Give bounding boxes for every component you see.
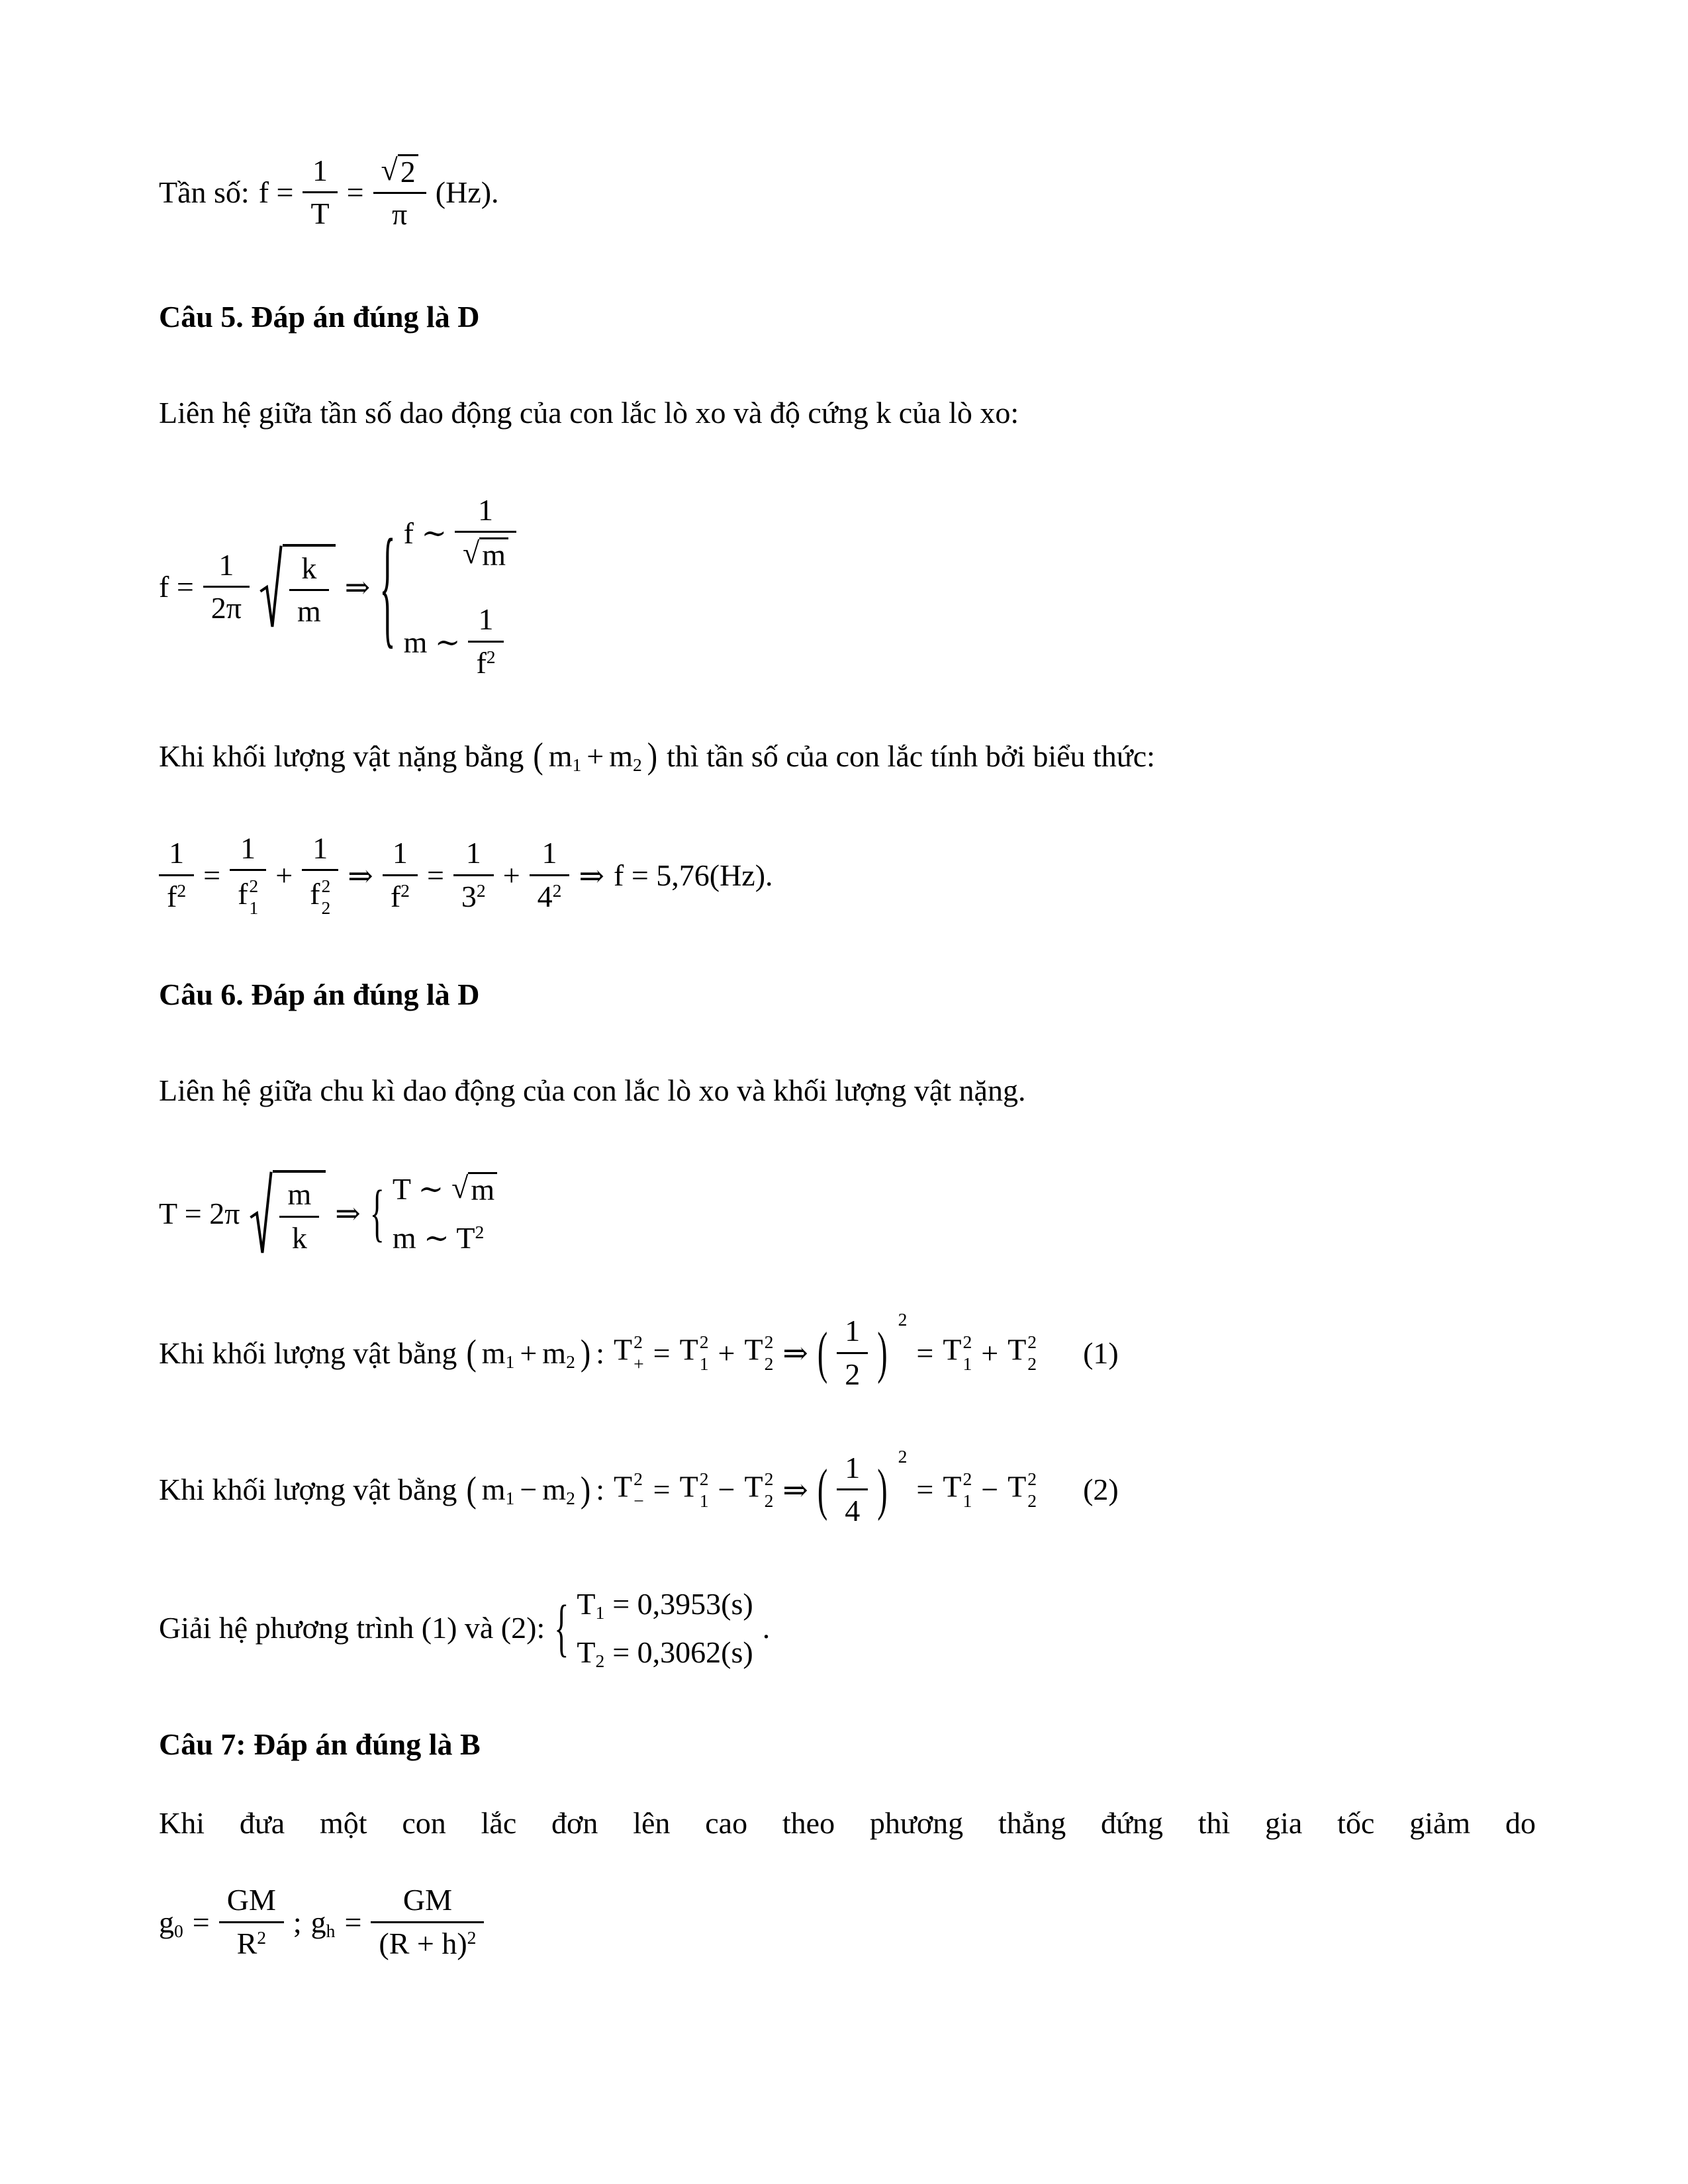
subscript: 1: [249, 897, 259, 919]
case-lhs: f ∼: [403, 516, 447, 550]
numerator: k: [289, 551, 329, 592]
case-row-1: [577, 1586, 753, 1621]
left-brace: {: [554, 1592, 569, 1663]
base: T: [943, 1333, 962, 1367]
question-6-intro: Liên hệ giữa chu kì dao động của con lắc lò xo và khối lượng vật nặng.: [159, 1073, 1026, 1108]
denominator: [229, 1923, 274, 1962]
subsup: [1027, 1331, 1037, 1375]
subsup: [633, 1468, 644, 1512]
sqrt: [249, 1170, 326, 1256]
operator: +: [520, 1336, 538, 1370]
subscript: 1: [505, 1488, 515, 1509]
base: m: [542, 1473, 567, 1507]
sqrt: [381, 154, 418, 188]
subscript: 2: [566, 1488, 575, 1509]
denominator: T: [310, 197, 330, 231]
denominator: k: [291, 1220, 307, 1255]
fraction: [302, 831, 338, 921]
numerator: [373, 152, 426, 194]
T2-squared: [744, 1468, 773, 1512]
T-plus-squared: [614, 1331, 644, 1375]
fraction: [383, 835, 418, 915]
left-paren: (: [533, 735, 543, 776]
equals-sign: =: [203, 858, 221, 893]
denominator: 2: [845, 1357, 861, 1391]
left-paren: (: [817, 1320, 828, 1385]
left-paren: (: [817, 1457, 828, 1522]
operator: −: [718, 1473, 735, 1507]
T2-squared: [1008, 1468, 1037, 1512]
left-paren: (: [466, 1469, 477, 1510]
implies-arrow: ⇒: [782, 1336, 808, 1371]
implies-arrow: ⇒: [579, 858, 604, 893]
cases-rows: [404, 492, 516, 682]
T2-squared: [744, 1331, 773, 1375]
subscript: +: [633, 1353, 644, 1375]
numerator: 1: [837, 1313, 868, 1354]
base: f: [167, 880, 177, 914]
question-5-mass-line: [159, 735, 1536, 776]
fraction: [455, 492, 516, 573]
subsup: [633, 1331, 644, 1375]
numerator: m: [279, 1177, 319, 1218]
subsup: [962, 1468, 972, 1512]
cases-system: [554, 1586, 753, 1670]
numerator: 1: [455, 492, 516, 533]
radical-sign-icon: [249, 1170, 273, 1256]
case-lhs: T ∼: [392, 1172, 444, 1206]
subscript: 1: [572, 754, 582, 775]
radicand: [273, 1170, 326, 1256]
radicand: [283, 544, 336, 630]
unit-text: (Hz).: [435, 175, 499, 210]
subscript: 1: [699, 1490, 709, 1511]
denominator: [383, 876, 418, 915]
m1-term: [482, 1336, 515, 1371]
m2-term: [542, 1336, 575, 1371]
superscript: 2: [962, 1332, 972, 1353]
case-row-2: [404, 602, 516, 681]
subsup: [700, 1331, 709, 1375]
m1-term: [482, 1472, 515, 1507]
cases-rows: [393, 1171, 497, 1255]
equation-tag: (1): [1083, 1336, 1119, 1370]
mass-sum-expression: [533, 735, 658, 776]
page-content: [159, 152, 1536, 1962]
m2-term: [609, 739, 642, 774]
denominator: [159, 876, 194, 915]
superscript: 2: [962, 1468, 972, 1489]
base: T: [613, 1469, 633, 1504]
superscript: 2: [321, 876, 331, 897]
subsup: [962, 1331, 972, 1375]
T2-value: [577, 1635, 604, 1670]
subscript: 1: [699, 1353, 709, 1375]
base: m: [609, 739, 633, 773]
radicand: m: [468, 1172, 497, 1206]
base: m ∼ T: [392, 1221, 475, 1255]
equals-sign: =: [653, 1473, 671, 1507]
base: T: [744, 1469, 763, 1504]
base: (R + h): [379, 1927, 467, 1960]
fraction-sqrt2-over-pi: [373, 152, 426, 233]
denominator: [371, 1923, 484, 1962]
base: f: [476, 646, 487, 680]
superscript: 2: [1027, 1332, 1037, 1353]
radical-sign: √: [463, 536, 480, 570]
subsup: [249, 875, 258, 919]
base: m: [481, 1473, 506, 1507]
exponent: 2: [476, 880, 486, 901]
subscript: 2: [1027, 1490, 1037, 1511]
T1-squared: [943, 1331, 972, 1375]
colon: :: [596, 1473, 604, 1507]
superscript: 2: [764, 1332, 774, 1353]
denominator: [230, 871, 266, 920]
base: g: [159, 1905, 174, 1939]
question-6-minus-line: [159, 1445, 1536, 1529]
radical-sign: √: [451, 1170, 469, 1205]
colon: :: [596, 1336, 604, 1370]
subscript: 1: [595, 1602, 605, 1623]
question-5-sum-formula: [159, 831, 1536, 921]
implies-arrow: ⇒: [344, 570, 371, 604]
denominator: m: [297, 594, 321, 629]
case-row-1: [404, 492, 516, 573]
denominator: [453, 876, 494, 915]
radical-sign: √: [381, 153, 398, 187]
question-6-solve-line: [159, 1586, 1536, 1670]
superscript: 2: [699, 1332, 709, 1353]
base: f: [238, 876, 248, 911]
subscript: 1: [505, 1351, 515, 1372]
subscript: 2: [764, 1490, 774, 1511]
superscript: 2: [699, 1468, 709, 1489]
exponent: 2: [177, 880, 187, 901]
denominator: [302, 871, 338, 920]
superscript: 2: [249, 876, 259, 897]
operator: +: [718, 1336, 735, 1370]
base: m: [481, 1336, 506, 1370]
exponent: 2: [467, 1927, 477, 1948]
T2-squared: [1008, 1331, 1037, 1375]
subscript: 2: [566, 1351, 575, 1372]
numerator: 1: [230, 831, 266, 872]
implies-arrow: ⇒: [348, 858, 373, 893]
plus-operator: +: [586, 739, 604, 773]
T1-squared: [680, 1331, 709, 1375]
numerator: 1: [468, 602, 503, 643]
radical-sign-icon: [259, 544, 283, 630]
case-row-2: [393, 1220, 497, 1255]
m2-term: [542, 1472, 575, 1507]
subscript: 2: [764, 1353, 774, 1375]
fraction-m-over-k: [279, 1177, 319, 1256]
numerator: 1: [530, 835, 570, 876]
case-row-2: [577, 1635, 753, 1670]
text-pre: Khi khối lượng vật bằng: [159, 1336, 457, 1370]
denominator: [455, 533, 516, 572]
equals-sign: =: [916, 1473, 934, 1507]
superscript: 2: [764, 1468, 774, 1489]
frequency-line: [159, 152, 1536, 233]
cases-system: [370, 1171, 497, 1255]
base: T: [744, 1333, 763, 1367]
equals-sign: =: [344, 1905, 362, 1939]
fraction-1-over-T: [303, 153, 337, 232]
subscript: 0: [174, 1920, 183, 1941]
numerator: 1: [303, 153, 337, 194]
base: m: [542, 1336, 567, 1370]
base: R: [236, 1927, 258, 1960]
left-paren: (: [466, 1332, 477, 1373]
fraction: [530, 835, 570, 915]
value-text: = 0,3062(s): [612, 1635, 753, 1669]
frequency-label: Tần số:: [159, 175, 250, 210]
fraction-k-over-m: [289, 551, 329, 630]
text-post: thì tần số của con lắc tính bởi biểu thức:: [667, 739, 1155, 773]
numerator: 1: [302, 831, 338, 872]
subscript: 2: [1027, 1353, 1037, 1375]
superscript: 2: [633, 1332, 643, 1353]
case-row-1: [393, 1171, 497, 1206]
math-lhs: f =: [159, 570, 194, 604]
mass-sum-expression: [466, 1332, 604, 1373]
question-6-relation-formula: [159, 1170, 1536, 1256]
operator: −: [520, 1473, 538, 1507]
question-6-plus-line: [159, 1309, 1536, 1392]
base: T: [679, 1469, 698, 1504]
base: m: [548, 739, 573, 773]
text-pre: Khi khối lượng vật nặng bằng: [159, 739, 524, 773]
T1-value: [577, 1586, 604, 1621]
base: g: [310, 1905, 326, 1939]
sqrt: [259, 544, 336, 630]
superscript: 2: [633, 1468, 643, 1489]
numerator: GM: [219, 1882, 284, 1923]
fraction: [371, 1882, 484, 1962]
base: T: [1008, 1333, 1027, 1367]
equals-sign: =: [192, 1905, 210, 1939]
operator: +: [981, 1336, 999, 1370]
subsup: [700, 1468, 709, 1512]
subsup: [765, 1331, 774, 1375]
subscript: 1: [962, 1490, 972, 1511]
subsup: [1027, 1468, 1037, 1512]
subsup: [765, 1468, 774, 1512]
numerator: 1: [453, 835, 494, 876]
question-5-heading: Câu 5. Đáp án đúng là D: [159, 299, 480, 334]
question-6-heading: Câu 6. Đáp án đúng là D: [159, 978, 480, 1012]
fraction: [453, 835, 494, 915]
math-lhs: f =: [258, 175, 294, 210]
text-pre: Giải hệ phương trình (1) và (2):: [159, 1611, 545, 1645]
numerator: GM: [371, 1882, 484, 1923]
T1-squared: [943, 1468, 972, 1512]
numerator: 1: [837, 1450, 868, 1491]
fraction: [837, 1313, 868, 1392]
plus-operator: +: [275, 858, 293, 893]
mass-diff-expression: [466, 1469, 604, 1510]
paren-exponent: 2: [898, 1445, 908, 1467]
right-paren: ): [647, 735, 658, 776]
exponent: 2: [475, 1222, 485, 1243]
T-minus-squared: [614, 1468, 644, 1512]
base: f: [390, 880, 401, 914]
implies-arrow: ⇒: [335, 1197, 361, 1231]
question-7-body: Khi đưa một con lắc đơn lên cao theo phương thẳng đứng thì gia tốc giảm do: [159, 1805, 1536, 1840]
subscript: −: [633, 1490, 644, 1511]
T1-squared: [680, 1468, 709, 1512]
sqrt: [451, 1172, 497, 1206]
semicolon: ;: [293, 1905, 302, 1939]
right-paren: ): [580, 1332, 591, 1373]
exponent: 2: [486, 646, 496, 667]
numerator: 1: [159, 835, 194, 876]
fraction: [219, 1882, 284, 1962]
base: 4: [537, 880, 553, 914]
question-7-gravity-formula: [159, 1882, 1536, 1962]
sqrt: [463, 537, 508, 571]
superscript: 2: [1027, 1468, 1037, 1489]
right-paren: ): [580, 1469, 591, 1510]
equals-sign: =: [346, 175, 364, 210]
gh-term: [311, 1905, 336, 1940]
fraction: [230, 831, 266, 921]
m1-term: [549, 739, 582, 774]
subscript: 2: [633, 754, 642, 775]
base: T: [577, 1586, 596, 1621]
base: 3: [461, 880, 477, 914]
radicand: 2: [398, 154, 418, 188]
subscript: 1: [962, 1353, 972, 1375]
exponent: 2: [552, 880, 562, 901]
case-expression: [393, 1220, 484, 1255]
paren-exponent: 2: [898, 1309, 908, 1330]
exponent: 2: [257, 1927, 267, 1948]
right-paren: ): [877, 1457, 888, 1522]
fraction-coefficient: [203, 547, 250, 627]
question-7-heading: Câu 7: Đáp án đúng là B: [159, 1727, 481, 1761]
case-lhs: m ∼: [403, 625, 461, 659]
denominator: 4: [845, 1494, 861, 1528]
right-paren: ): [877, 1320, 888, 1385]
denominator: [468, 643, 503, 682]
numerator: 1: [383, 835, 418, 876]
implies-arrow: ⇒: [782, 1473, 808, 1507]
g0-term: [159, 1905, 183, 1940]
exponent: 2: [400, 880, 410, 901]
denominator: [530, 876, 570, 915]
base: T: [613, 1333, 633, 1367]
base: T: [577, 1635, 596, 1669]
left-brace: {: [369, 1177, 385, 1248]
fraction: [159, 835, 194, 915]
base: T: [943, 1469, 962, 1504]
base: T: [1008, 1469, 1027, 1504]
left-brace: {: [379, 512, 396, 660]
radicand: m: [479, 537, 508, 571]
base: f: [310, 876, 320, 911]
fraction: [837, 1450, 868, 1529]
equation-tag: (2): [1083, 1473, 1119, 1507]
math-lhs: T = 2π: [159, 1196, 240, 1230]
subscript: h: [326, 1920, 336, 1941]
numerator: 1: [203, 547, 250, 588]
result-text: f = 5,76(Hz).: [614, 858, 773, 893]
subscript: 2: [595, 1650, 605, 1671]
subsup: [321, 875, 330, 919]
question-5-relation-formula: [159, 492, 1536, 682]
operator: −: [981, 1473, 999, 1507]
fraction: [468, 602, 503, 681]
equals-sign: =: [916, 1336, 934, 1370]
equals-sign: =: [426, 858, 444, 893]
denominator: 2π: [211, 591, 242, 625]
subscript: 2: [321, 897, 331, 919]
equals-sign: =: [653, 1336, 671, 1370]
period: .: [762, 1611, 771, 1645]
denominator: π: [392, 197, 408, 232]
question-5-intro: Liên hệ giữa tần số dao động của con lắc lò xo và độ cứng k của lò xo:: [159, 395, 1019, 430]
text-pre: Khi khối lượng vật bằng: [159, 1473, 457, 1507]
plus-operator: +: [502, 858, 520, 893]
cases-system: [379, 492, 516, 682]
value-text: = 0,3953(s): [612, 1586, 753, 1621]
base: T: [679, 1333, 698, 1367]
cases-rows: [577, 1586, 753, 1670]
